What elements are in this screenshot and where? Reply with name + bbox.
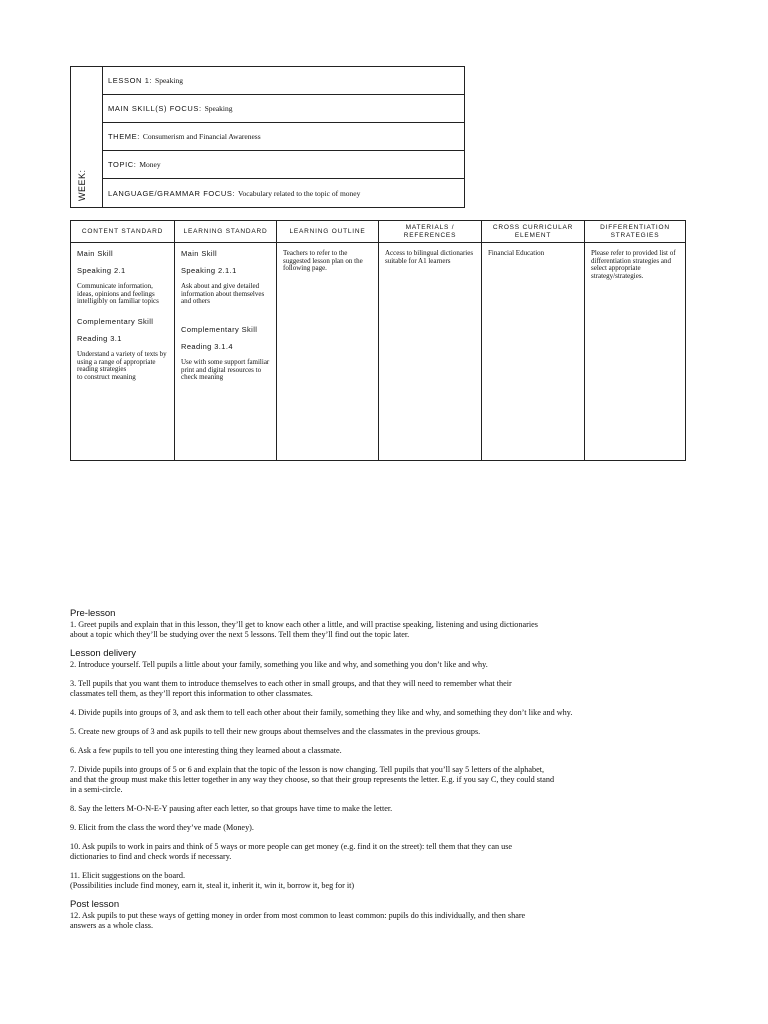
- content-comp-desc: Understand a variety of texts by using a range of appropriate reading strategies: [77, 350, 167, 374]
- content-main-skill: Main Skill: [77, 249, 114, 258]
- step-7-line-1: 7. Divide pupils into groups of 5 or 6 and explain that the topic of the lesson is now changing. Tell pupils that you’ll say 5 letters of the alphabet,: [70, 765, 545, 774]
- step-8: 8. Say the letters M-O-N-E-Y pausing after each letter, so that groups have time to make the letter.: [70, 804, 393, 813]
- header-row-topic: [103, 151, 464, 179]
- topic-key: TOPIC:: [108, 160, 137, 169]
- lesson-value: Speaking: [155, 76, 183, 85]
- differentiation-column: [585, 221, 685, 460]
- step-12-line-1: 12. Ask pupils to put these ways of getting money in order from most common to least common: pupils do this individually, and then share: [70, 911, 526, 920]
- learning-outline-column: [277, 221, 379, 460]
- step-6: 6. Ask a few pupils to tell you one interesting thing they learned about a classmate.: [70, 746, 342, 755]
- differentiation-text: Please refer to provided list of differentiation strategies and select appropriate strategy/strategies.: [591, 249, 676, 280]
- step-10-line-2: dictionaries to find and check words if necessary.: [70, 852, 232, 861]
- learning-standard-column: [175, 221, 277, 460]
- step-5: 5. Create new groups of 3 and ask pupils to tell their new groups about themselves and the classmates in the previous groups.: [70, 727, 481, 736]
- content-comp-skill: Complementary Skill: [77, 316, 154, 326]
- lesson-procedure: [70, 609, 710, 940]
- content-comp-code: Reading 3.1: [77, 333, 122, 343]
- theme-key: THEME:: [108, 132, 140, 141]
- step-10-line-1: 10. Ask pupils to work in pairs and think of 5 ways or more people can get money (e.g. find it on the street): tell them that they can use: [70, 842, 513, 851]
- step-7-line-2: and that the group must make this letter together in any way they choose, so that their group represents the letter. E.g. if you say C, they could stand: [70, 775, 555, 784]
- step-12-line-2: answers as a whole class.: [70, 921, 153, 930]
- materials-text: Access to bilingual dictionaries suitable for A1 learners: [385, 249, 474, 265]
- standards-table: [70, 220, 686, 461]
- cross-curricular-column: [482, 221, 585, 460]
- materials-column: [379, 221, 482, 460]
- content-main-code: Speaking 2.1: [77, 265, 126, 275]
- post-lesson-title: Post lesson: [70, 899, 120, 910]
- step-11: [70, 871, 710, 891]
- step-12: [70, 911, 710, 931]
- theme-value: Consumerism and Financial Awareness: [142, 132, 261, 141]
- step-7-line-3: in a semi-circle.: [70, 785, 123, 794]
- step-1-line-1: 1. Greet pupils and explain that in this lesson, they’ll get to know each other a little, and will practise speaking, listening and using dictionaries: [70, 620, 538, 629]
- learning-comp-code: Reading 3.1.4: [181, 341, 233, 351]
- materials-header: MATERIALS / REFERENCES: [379, 221, 481, 243]
- step-3-line-1: 3. Tell pupils that you want them to introduce themselves to each other in small groups, and that they will need to remember what their: [70, 679, 512, 688]
- week-label: WEEK:: [77, 169, 87, 201]
- learning-main-code: Speaking 2.1.1: [181, 265, 237, 275]
- step-4: 4. Divide pupils into groups of 3, and ask them to tell each other about their family, something they like and why, and something they don’t like and why.: [70, 708, 573, 717]
- lesson-header-table: [70, 66, 465, 208]
- learning-main-skill: Main Skill: [181, 249, 218, 258]
- step-11-line-1: 11. Elicit suggestions on the board.: [70, 871, 185, 880]
- differentiation-header: DIFFERENTIATION STRATEGIES: [585, 221, 685, 243]
- pre-lesson-title: Pre-lesson: [70, 608, 116, 619]
- learning-outline-text: Teachers to refer to the suggested lesson plan on the following page.: [283, 249, 363, 273]
- step-7: [70, 765, 710, 795]
- language-key: LANGUAGE/GRAMMAR FOCUS:: [108, 188, 236, 198]
- learning-outline-header: LEARNING OUTLINE: [277, 221, 378, 243]
- step-3-line-2: classmates tell them, as they’ll report this information to other classmates.: [70, 689, 313, 698]
- content-comp-desc-2: to construct meaning: [77, 372, 136, 381]
- week-column: [71, 67, 103, 207]
- header-row-main-skill: [103, 95, 464, 123]
- learning-comp-skill: Complementary Skill: [181, 324, 258, 334]
- main-skill-key: MAIN SKILL(S) FOCUS:: [108, 104, 202, 113]
- step-2: 2. Introduce yourself. Tell pupils a little about your family, something you like and why, and something you don’t like and why.: [70, 660, 488, 669]
- topic-value: Money: [139, 160, 161, 169]
- header-row-language: [103, 179, 464, 207]
- step-11-line-2: (Possibilities include find money, earn it, steal it, inherit it, win it, borrow it, beg for it): [70, 881, 355, 890]
- cross-curricular-text: Financial Education: [488, 249, 545, 257]
- main-skill-value: Speaking: [204, 104, 233, 113]
- learning-standard-header: LEARNING STANDARD: [175, 221, 276, 243]
- content-standard-header: CONTENT STANDARD: [71, 221, 174, 243]
- lesson-delivery-title: Lesson delivery: [70, 648, 137, 659]
- cross-curricular-header: CROSS CURRICULAR ELEMENT: [482, 221, 584, 243]
- step-10: [70, 842, 710, 862]
- step-3: [70, 679, 710, 699]
- learning-main-desc: Ask about and give detailed information about themselves and others: [181, 282, 265, 306]
- content-standard-column: [71, 221, 175, 460]
- content-main-desc: Communicate information, ideas, opinions and feelings intelligibly on familiar topics: [77, 282, 159, 306]
- learning-comp-desc: Use with some support familiar print and digital resources to check meaning: [181, 358, 270, 382]
- step-1: [70, 620, 710, 640]
- step-9: 9. Elicit from the class the word they’ve made (Money).: [70, 823, 254, 832]
- step-1-line-2: about a topic which they’ll be studying over the next 5 lessons. Tell them they’ll find out the topic later.: [70, 630, 410, 639]
- language-value: Vocabulary related to the topic of money: [238, 188, 361, 198]
- header-row-lesson: [103, 67, 464, 95]
- header-row-theme: [103, 123, 464, 151]
- lesson-key: LESSON 1:: [108, 76, 153, 85]
